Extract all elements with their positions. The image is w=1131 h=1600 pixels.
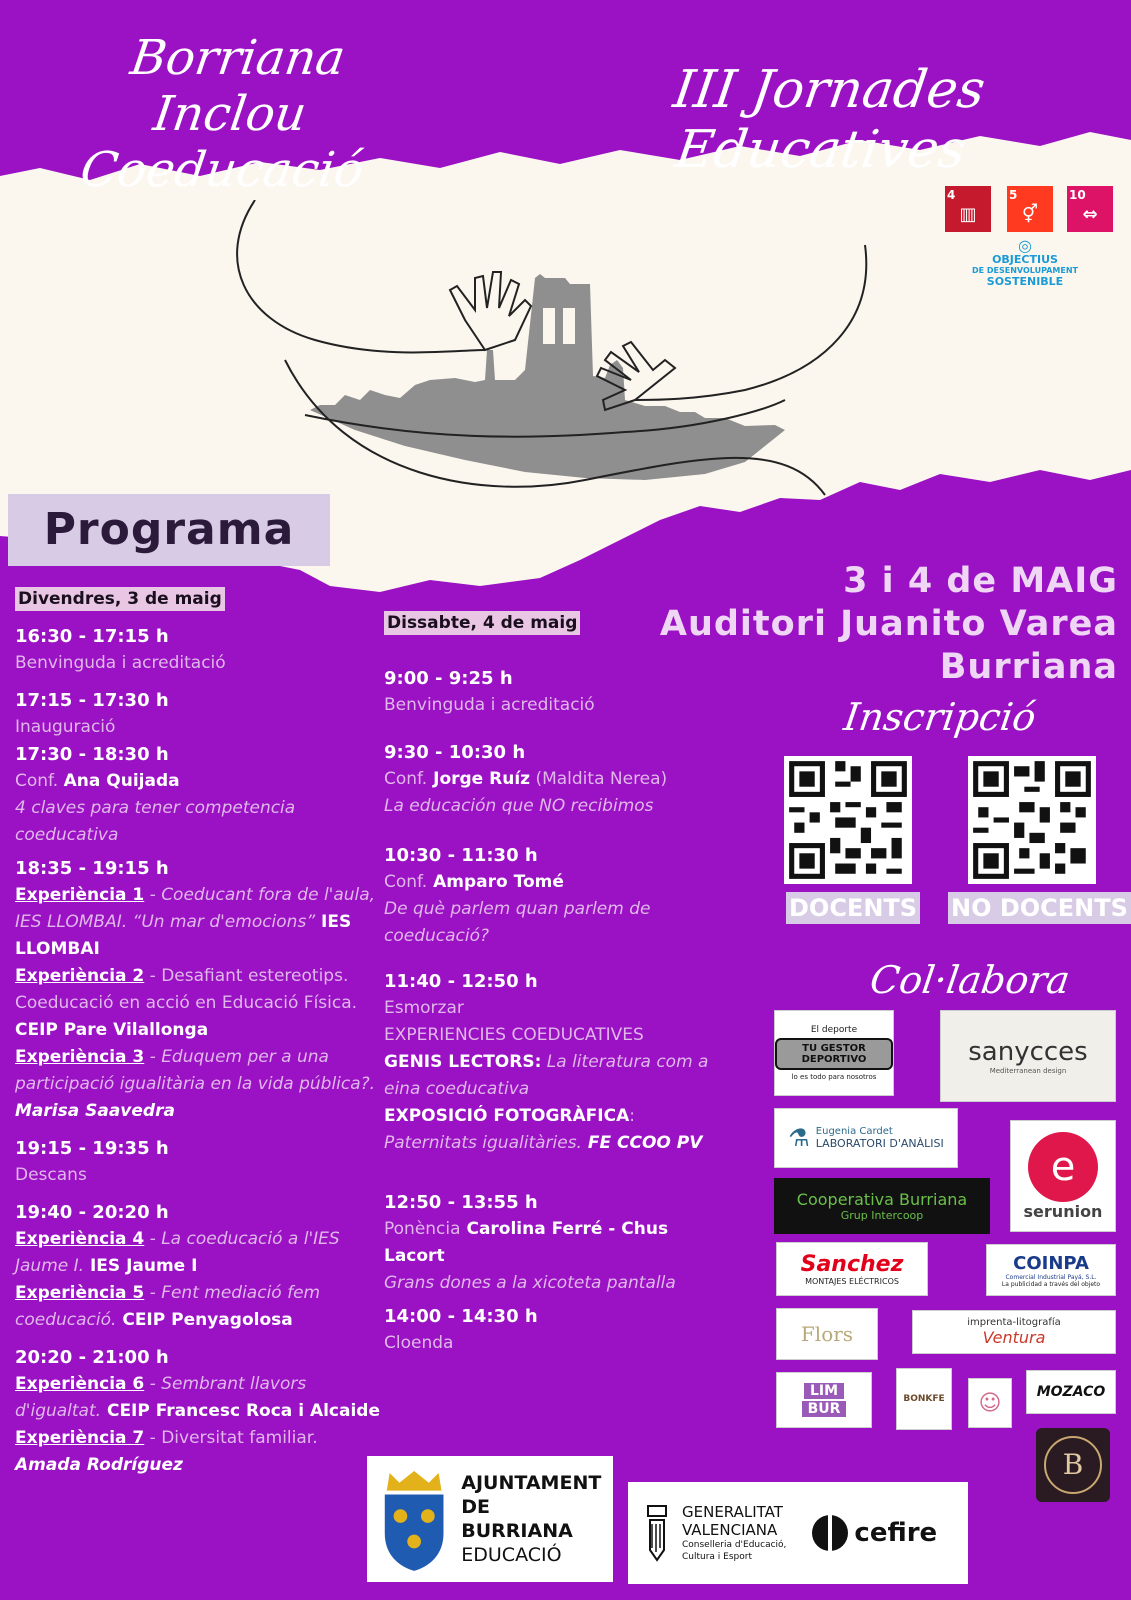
burriana-coat-of-arms-icon: [375, 1464, 453, 1574]
inscripcio-heading: Inscripció: [841, 695, 1039, 739]
experience-desc: - Fent mediació fem coeducació.: [15, 1283, 321, 1330]
event-city: Burriana: [939, 647, 1118, 687]
activity-who: FE CCOO PV: [581, 1133, 703, 1153]
logo-generalitat-cefire: [628, 1482, 968, 1584]
qr-icon: [968, 756, 1096, 884]
logo-text: Sanchez: [800, 1252, 904, 1277]
logo-sanchez: [776, 1242, 928, 1296]
logo-ajuntament-burriana: [367, 1456, 613, 1582]
no-docents-label: NO DOCENTS: [948, 892, 1131, 924]
sdg-label-line2: DE DESENVOLUPAMENT: [972, 266, 1078, 275]
logo-text: Cooperativa Burriana: [796, 1190, 968, 1209]
speaker-name: Jorge Ruíz: [427, 769, 531, 789]
child-illustration-icon: ☺: [978, 1390, 1002, 1416]
programa-heading: Programa: [8, 494, 330, 566]
conf-prefix: Conf.: [384, 769, 428, 789]
logo-text: Eugenia Cardet: [815, 1126, 893, 1137]
experience-label: Experiència 1: [15, 885, 145, 905]
experience-desc: - Coeducant fora de l'aula, IES LLOMBAI. “Un mar d'emocions”: [15, 885, 376, 932]
equals-icon: ⇔: [1082, 204, 1098, 225]
session-desc: Inauguració: [15, 717, 116, 737]
conf-prefix: Ponència: [384, 1219, 461, 1239]
session-time: 19:40 - 20:20 h: [15, 1202, 169, 1223]
experience-desc: - La coeducació a l'IES Jaume I.: [15, 1229, 340, 1276]
session-time: 17:30 - 18:30 h: [15, 744, 169, 765]
friday-program: [15, 586, 380, 1479]
speaker-extra: (Maldita Nerea): [530, 769, 668, 789]
logo-text: B: [1044, 1436, 1102, 1494]
session-desc: Cloenda: [384, 1333, 454, 1353]
title-right: III Jornades Educatives: [669, 60, 989, 180]
session-time: 11:40 - 12:50 h: [384, 971, 538, 992]
cefire-text: cefire: [854, 1518, 938, 1548]
activity-label: GENIS LECTORS:: [384, 1052, 542, 1072]
experience-who: CEIP Pare Vilallonga: [15, 1020, 209, 1040]
conf-prefix: Conf.: [15, 771, 59, 791]
serunion-flower-icon: e: [1028, 1132, 1098, 1202]
qr-icon: [784, 756, 912, 884]
talk-title: 4 claves para tener competencia coeducativa: [15, 798, 296, 845]
session-time: 16:30 - 17:15 h: [15, 626, 169, 647]
logo-text: Comercial Industrial Payá, S.L.: [1005, 1273, 1097, 1281]
qr-code-no-docents[interactable]: [968, 756, 1096, 884]
sdg-goal-10: [1067, 186, 1113, 232]
logo-text: lo es todo para nosotros: [791, 1073, 877, 1081]
logo-text: BUR: [802, 1401, 847, 1417]
logo-text: LIM: [804, 1383, 844, 1399]
sdg-block: [945, 186, 1115, 306]
sdg-label-line1: OBJECTIUS: [992, 253, 1058, 266]
hug-city-illustration: [225, 200, 905, 510]
activity-desc: La literatura com a eina coeducativa: [384, 1052, 709, 1099]
logo-bonkfe: [896, 1368, 952, 1430]
experience-label: Experiència 3: [15, 1047, 145, 1067]
logo-text: LABORATORI D'ANÀLISI: [815, 1137, 944, 1150]
speaker-name: Amparo Tomé: [427, 872, 564, 892]
gva-line1: GENERALITAT: [682, 1503, 783, 1521]
talk-title: Grans dones a la xicoteta pantalla: [384, 1273, 676, 1293]
experience-label: Experiència 4: [15, 1229, 145, 1249]
activity-desc: Paternitats igualitàries.: [384, 1133, 582, 1153]
experience-desc: - Sembrant llavors d'igualtat.: [15, 1374, 307, 1421]
title-left-line1: Borriana Inclou: [127, 30, 349, 142]
logo-text: El deporte: [810, 1025, 858, 1035]
logo-mozaco: [1026, 1370, 1116, 1414]
experience-desc: - Desafiant estereotips. Coeducació en acció en Educació Física.: [15, 966, 358, 1013]
sdg-label: [965, 238, 1085, 288]
session-desc: Benvinguda i acreditació: [15, 653, 226, 673]
logo-text: La publicidad a través del objeto: [1001, 1280, 1101, 1288]
experience-who: Marisa Saavedra: [15, 1101, 175, 1121]
gva-line4: Cultura i Esport: [682, 1552, 752, 1562]
logo-flors: [776, 1308, 878, 1360]
sdg-goal-5: [1007, 186, 1053, 232]
session-desc: EXPERIENCIES COEDUCATIVES: [384, 1025, 644, 1045]
experience-who: CEIP Penyagolosa: [116, 1310, 293, 1330]
session-time: 9:00 - 9:25 h: [384, 668, 513, 689]
speaker-name: Carolina Ferré - Chus Lacort: [384, 1219, 669, 1266]
logo-imprenta-ventura: [912, 1310, 1116, 1354]
conf-prefix: Conf.: [384, 872, 428, 892]
activity-colon: :: [629, 1106, 635, 1126]
ajuntament-line1: AJUNTAMENT: [461, 1472, 602, 1494]
gva-line2: VALENCIANA: [682, 1521, 778, 1539]
qr-code-docents[interactable]: [784, 756, 912, 884]
docents-label: DOCENTS: [786, 892, 920, 924]
gender-equality-icon: ⚥: [1021, 204, 1039, 225]
session-time: 12:50 - 13:55 h: [384, 1192, 538, 1213]
session-desc: Esmorzar: [384, 998, 464, 1018]
cefire-logo-icon: [812, 1515, 848, 1551]
logo-serunion: [1010, 1120, 1116, 1232]
event-info: [600, 560, 1118, 689]
event-dates: 3 i 4 de MAIG: [843, 561, 1118, 601]
logo-eugenia-cardet: [774, 1108, 958, 1168]
gva-line3: Conselleria d'Educació,: [682, 1540, 787, 1550]
experience-label: Experiència 7: [15, 1428, 145, 1448]
talk-title: De què parlem quan parlem de coeducació?: [384, 899, 651, 946]
experience-who: IES LLOMBAI: [15, 912, 352, 959]
session-time: 14:00 - 14:30 h: [384, 1306, 538, 1327]
experience-label: Experiència 2: [15, 966, 145, 986]
session-time: 17:15 - 17:30 h: [15, 690, 169, 711]
experience-desc: - Eduquem per a una participació igualitària en la vida pública?.: [15, 1047, 376, 1094]
title-left-line2: Coeducació: [77, 142, 368, 198]
experience-who: IES Jaume I: [84, 1256, 198, 1276]
logo-text: imprenta-litografía: [967, 1317, 1061, 1328]
logo-text: Ventura: [982, 1328, 1046, 1347]
logo-text: MONTAJES ELÉCTRICOS: [805, 1277, 899, 1286]
logo-text: Grup Intercoop: [840, 1209, 924, 1222]
logo-illustration: [968, 1378, 1012, 1428]
sdg-goal-4: [945, 186, 991, 232]
logo-text: Mediterranean design: [989, 1067, 1067, 1075]
event-venue: Auditori Juanito Varea: [659, 604, 1118, 644]
talk-title: La educación que NO recibimos: [384, 796, 654, 816]
activity-label: EXPOSICIÓ FOTOGRÀFICA: [384, 1106, 630, 1126]
logo-cooperativa-burriana: [774, 1178, 990, 1234]
logo-text: sanycces: [968, 1037, 1088, 1067]
logo-text: TU GESTOR DEPORTIVO: [775, 1038, 893, 1070]
colabora-heading: Col·labora: [867, 958, 1073, 1002]
logo-text: BONKFE: [903, 1394, 945, 1404]
logo-limbur: [776, 1372, 872, 1428]
sdg-goal-5-number: 5: [1009, 188, 1018, 202]
ajuntament-line3: EDUCACIÓ: [461, 1544, 562, 1566]
experience-desc: - Diversitat familiar.: [144, 1428, 318, 1448]
ajuntament-line2: DE BURRIANA: [461, 1496, 573, 1542]
generalitat-emblem-icon: [642, 1502, 672, 1564]
session-time: 20:20 - 21:00 h: [15, 1347, 169, 1368]
sdg-goal-4-number: 4: [947, 188, 956, 202]
session-time: 19:15 - 19:35 h: [15, 1138, 169, 1159]
experience-who: CEIP Francesc Roca i Alcaide: [101, 1401, 381, 1421]
friday-label: Divendres, 3 de maig: [15, 587, 225, 611]
saturday-label: Dissabte, 4 de maig: [384, 611, 580, 635]
sdg-label-line3: SOSTENIBLE: [986, 275, 1064, 288]
session-time: 10:30 - 11:30 h: [384, 845, 538, 866]
logo-coinpa: [986, 1244, 1116, 1296]
saturday-program: [384, 610, 729, 1357]
logo-text: Flors: [800, 1322, 854, 1346]
title-left: [28, 30, 432, 198]
logo-text: COINPA: [1013, 1252, 1089, 1274]
experience-who: Amada Rodríguez: [15, 1455, 183, 1475]
logo-sanycces: [940, 1010, 1116, 1102]
speaker-name: Ana Quijada: [63, 771, 180, 791]
session-time: 9:30 - 10:30 h: [384, 742, 526, 763]
flask-icon: ⚗: [788, 1124, 810, 1152]
un-emblem-icon: ◎: [1018, 236, 1032, 255]
experience-label: Experiència 5: [15, 1283, 145, 1303]
logo-tu-gestor-deportivo: [774, 1010, 894, 1096]
experience-label: Experiència 6: [15, 1374, 145, 1394]
session-desc: Benvinguda i acreditació: [384, 695, 595, 715]
logo-b-circle: [1036, 1428, 1110, 1502]
book-icon: ▥: [959, 204, 977, 225]
session-time: 18:35 - 19:15 h: [15, 858, 169, 879]
sdg-goal-10-number: 10: [1069, 188, 1086, 202]
logo-text: MOZACO: [1036, 1384, 1106, 1400]
session-desc: Descans: [15, 1165, 87, 1185]
logo-text: serunion: [1023, 1201, 1103, 1221]
